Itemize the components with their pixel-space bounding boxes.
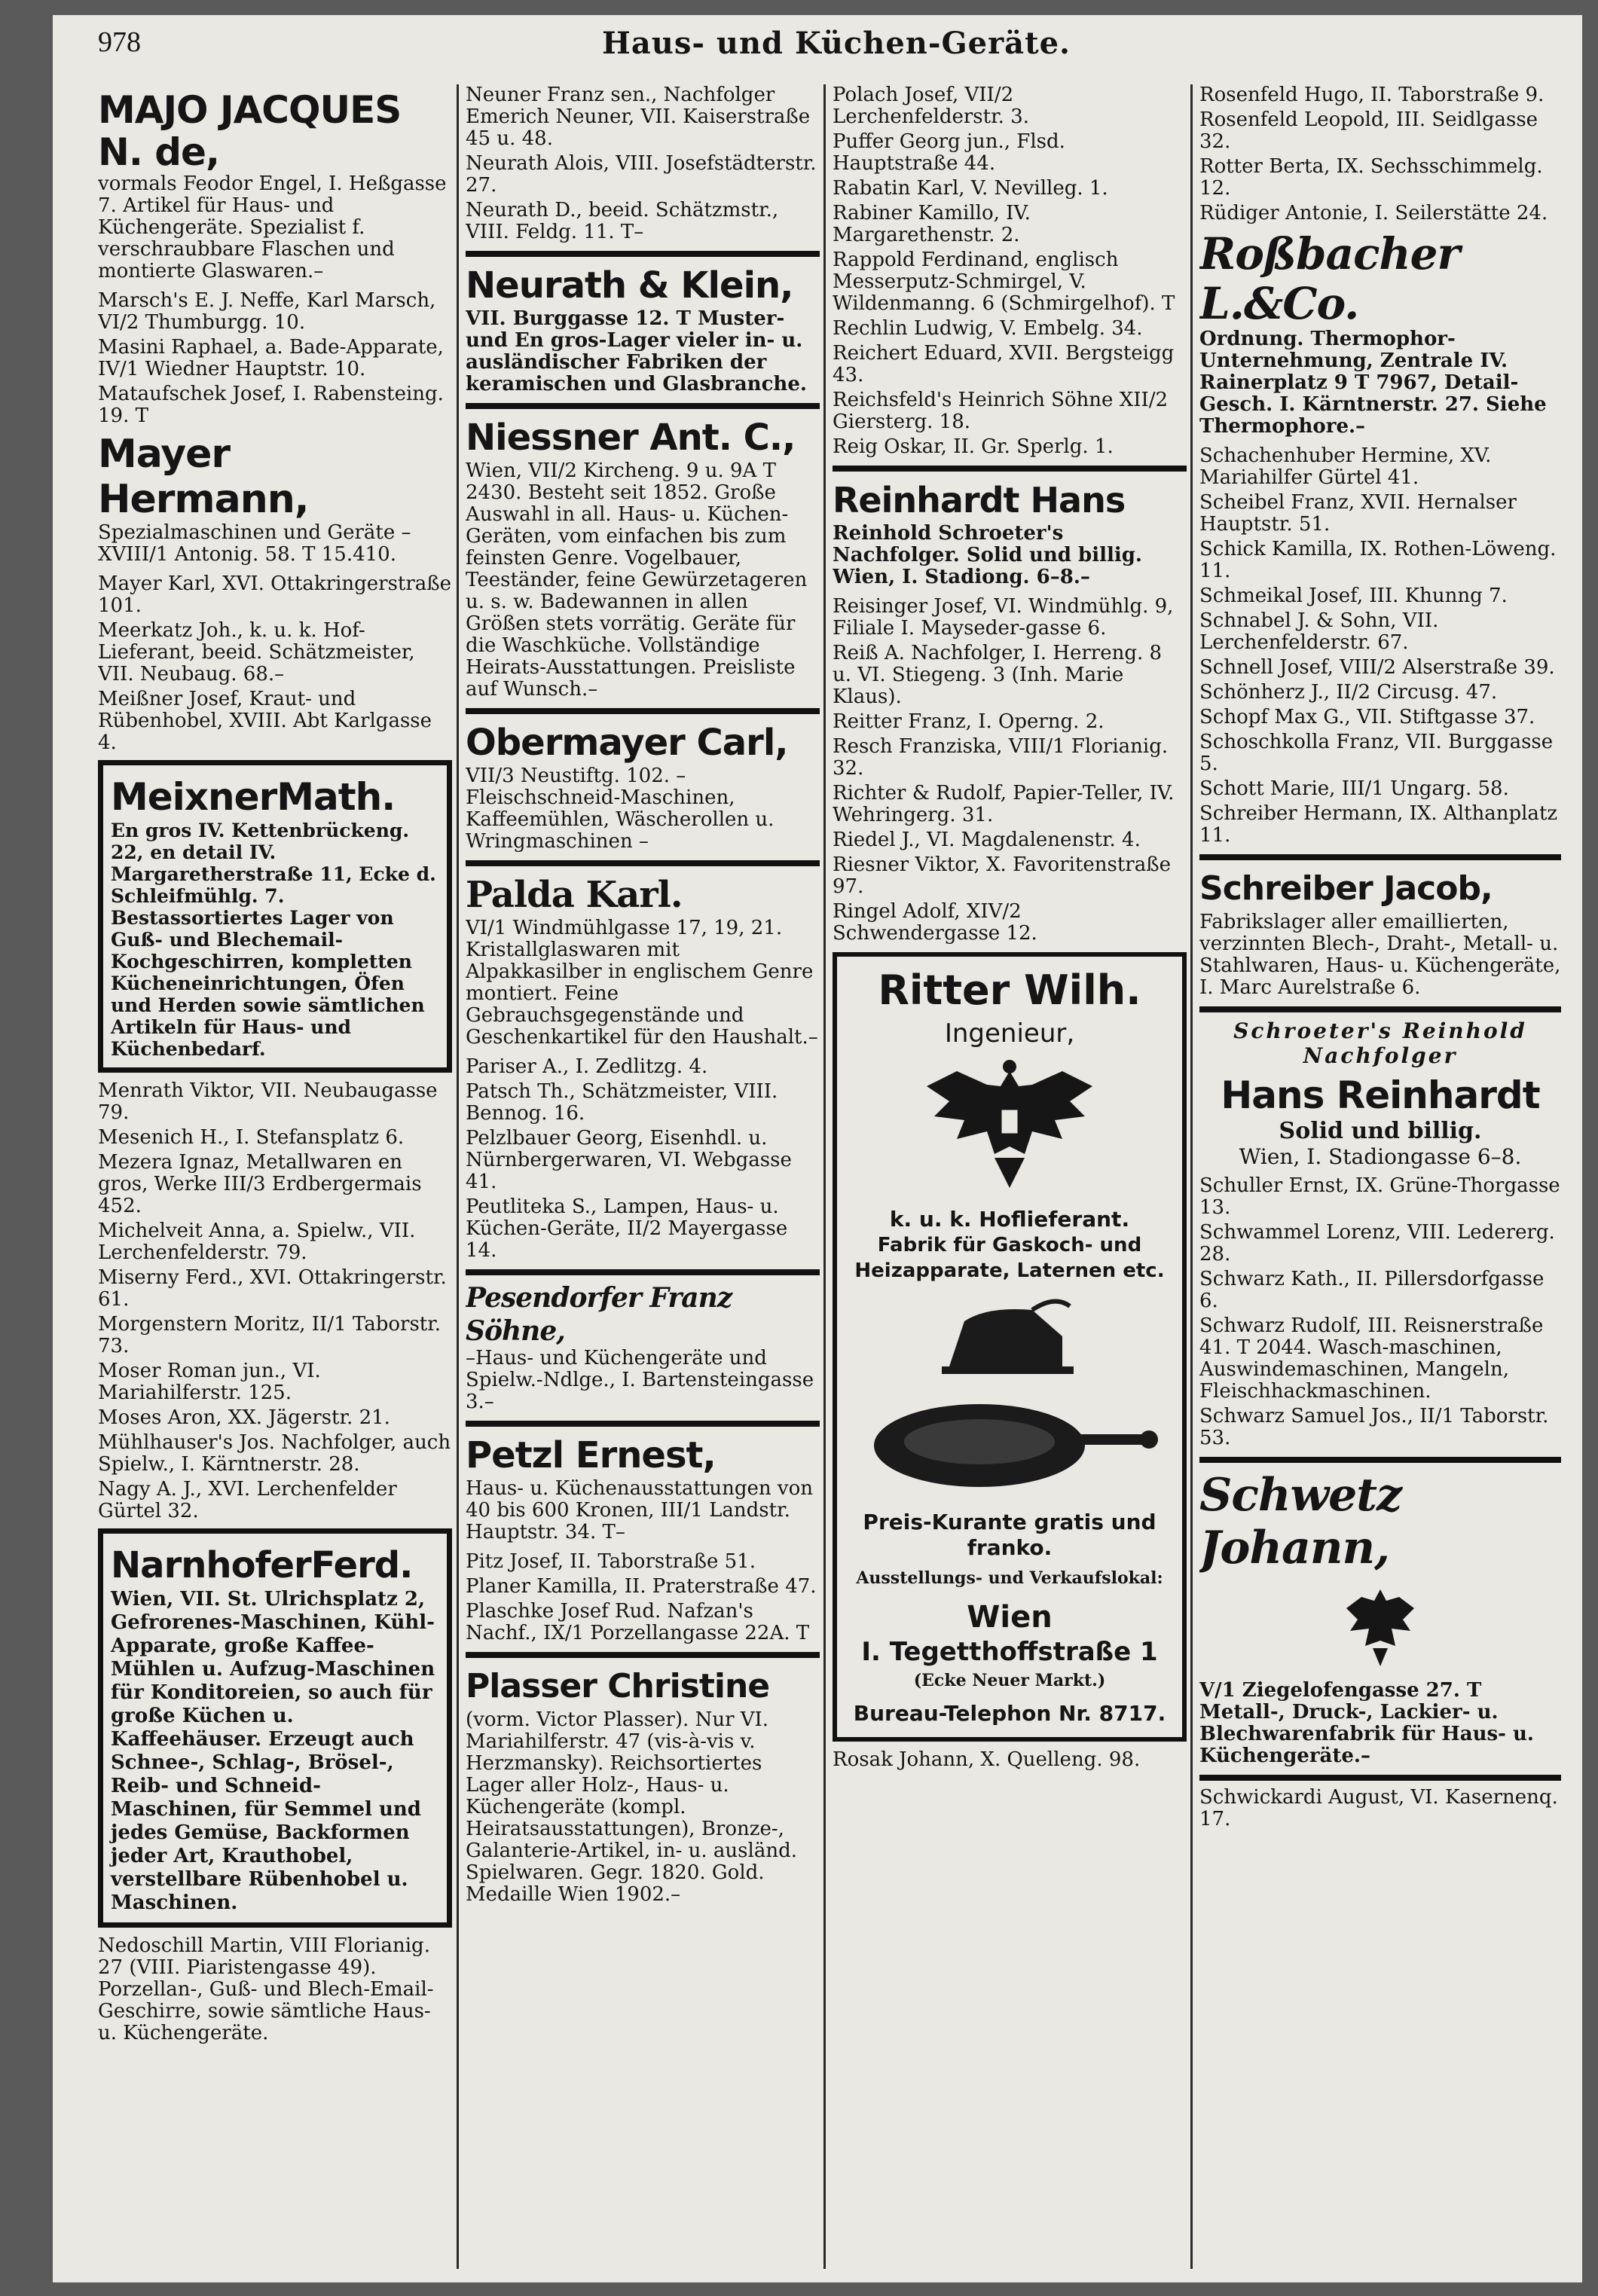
- entry: Pariser A., I. Zedlitzg. 4.: [466, 1055, 708, 1078]
- entry: Schwickardi August, VI. Kasernenq. 17.: [1199, 1786, 1558, 1830]
- listing-name: Ritter Wilh.: [878, 966, 1141, 1014]
- advert-box: [98, 1528, 452, 1928]
- listing-subtitle: Ingenieur,: [944, 1018, 1075, 1049]
- entry: Richter & Rudolf, Papier-Teller, IV. Wehringerg. 31.: [833, 782, 1175, 826]
- entry: Masini Raphael, a. Bade-Apparate, IV/1 Wiedner Hauptstr. 10.: [98, 336, 444, 380]
- entry: Schachenhuber Hermine, XV. Mariahilfer Gürtel 41.: [1199, 444, 1492, 489]
- entry: Schuller Ernst, IX. Grüne-Thorgasse 13.: [1199, 1174, 1560, 1219]
- separator: [1199, 854, 1561, 860]
- listing-name: Plasser Christine: [466, 1667, 770, 1705]
- listing-name: Petzl Ernest,: [466, 1434, 716, 1476]
- separator: [466, 1652, 820, 1658]
- entry: Puffer Georg jun., Flsd. Hauptstraße 44.: [833, 130, 1065, 175]
- listing-address: Wien, I. Stadiongasse 6–8.: [1239, 1144, 1522, 1169]
- entry: Mataufschek Josef, I. Rabensteing. 19. T: [98, 383, 444, 427]
- entry: Nagy A. J., XVI. Lerchenfelder Gürtel 32.: [98, 1478, 397, 1522]
- entry: Moses Aron, XX. Jägerstr. 21.: [98, 1406, 390, 1429]
- entry: Morgenstern Moritz, II/1 Taborstr. 73.: [98, 1313, 442, 1357]
- column-rule: [823, 84, 826, 2269]
- entry: Schmeikal Josef, III. Khunng 7.: [1199, 585, 1508, 607]
- listing-text: Ausstellungs- und Verkaufslokal:: [856, 1568, 1163, 1588]
- separator: [1199, 1006, 1561, 1012]
- separator: [466, 1421, 820, 1427]
- directory-page: [53, 15, 1582, 2282]
- entry: Schnabel J. & Sohn, VII. Lerchenfelderstr. 67.: [1199, 609, 1439, 654]
- entry: Schick Kamilla, IX. Rothen-Löweng. 11.: [1199, 538, 1557, 582]
- entry: Meerkatz Joh., k. u. k. Hof-Lieferant, beeid. Schätzmeister, VII. Neubaug. 68.–: [98, 619, 415, 685]
- listing-text: vormals Feodor Engel, I. Heßgasse 7. Artikel für Haus- und Küchengeräte. Spezialist f. verschraubbare Flaschen und montierte Glaswaren.–: [98, 173, 447, 282]
- column-2: [466, 84, 820, 2273]
- entry: Menrath Viktor, VII. Neubaugasse 79.: [98, 1079, 438, 1124]
- entry: Scheibel Franz, XVII. Hernalser Hauptstr. 51.: [1199, 491, 1517, 536]
- entry: Schott Marie, III/1 Ungarg. 58.: [1199, 777, 1509, 800]
- column-rule: [1190, 84, 1193, 2269]
- listing-text: –Haus- und Küchengeräte und Spielw.-Ndlge., I. Bartensteingasse 3.–: [466, 1347, 814, 1413]
- listing-subtitle: Schroeter's Reinhold Nachfolger: [1233, 1018, 1527, 1068]
- listing-name: Pesendorfer Franz Söhne,: [466, 1282, 732, 1347]
- listing-name: Neurath & Klein,: [466, 264, 793, 307]
- entry: Reiß A. Nachfolger, I. Herreng. 8 u. VI. Stiegeng. 3 (Inh. Marie Klaus).: [833, 642, 1163, 708]
- entry: Mayer Karl, XVI. Ottakringerstraße 101.: [98, 572, 452, 617]
- entry: Rabiner Kamillo, IV. Margarethenstr. 2.: [833, 202, 1031, 246]
- listing-text: (vorm. Victor Plasser). Nur VI. Mariahilferstr. 47 (vis-à-vis v. Herzmansky). Reichsortiertes Lager aller Holz-, Haus- u. Küchengeräte (kompl. Heiratsausstattungen), Bronze-, Galanterie-Artikel, in- u. ausländ. Spielwaren. Gegr. 1820. Gold. Medaille Wien 1902.–: [466, 1708, 797, 1906]
- listing-name: Obermayer Carl,: [466, 722, 788, 764]
- listing-name: MAJO JACQUES N. de,: [98, 88, 402, 174]
- entry: Rosenfeld Hugo, II. Taborstraße 9.: [1199, 84, 1545, 106]
- listing-text: k. u. k. Hoflieferant.: [889, 1207, 1130, 1232]
- listing-city: Wien: [967, 1600, 1053, 1635]
- entry: Schoschkolla Franz, VII. Burggasse 5.: [1199, 731, 1554, 775]
- listing-text: En gros IV. Kettenbrückeng. 22, en detail IV. Margaretherstraße 11, Ecke d. Schleifmühlg. 7. Bestassortiertes Lager von Guß- und Blechemail-Kochgeschirren, kompletten Kücheneinrichtungen, Öfen und Herden sowie sämtlichen Artikeln für Haus- und Küchenbedarf.: [111, 820, 436, 1060]
- entry: Schwarz Rudolf, III. Reisnerstraße 41. T 2044. Wasch-maschinen, Auswindemaschinen, Mangeln, Fleischhackmaschinen.: [1199, 1314, 1544, 1403]
- entry: Pitz Josef, II. Taborstraße 51.: [466, 1550, 756, 1573]
- advert-box: [833, 952, 1187, 1742]
- entry: Reisinger Josef, VI. Windmühlg. 9, Filiale I. Mayseder-gasse 6.: [833, 595, 1174, 640]
- running-title: Haus- und Küchen-Geräte.: [602, 26, 1071, 61]
- entry: Reig Oskar, II. Gr. Sperlg. 1.: [833, 435, 1114, 458]
- listing-text: Solid und billig.: [1279, 1118, 1482, 1144]
- entry: Patsch Th., Schätzmeister, VIII. Bennog. 16.: [466, 1080, 778, 1125]
- entry: Rüdiger Antonie, I. Seilerstätte 24.: [1199, 202, 1548, 224]
- entry: Rotter Berta, IX. Sechsschimmelg. 12.: [1199, 155, 1543, 200]
- entry: Schwarz Samuel Jos., II/1 Taborstr. 53.: [1199, 1405, 1549, 1449]
- separator: [466, 860, 820, 866]
- entry: Neurath Alois, VIII. Josefstädterstr. 27.: [466, 152, 817, 197]
- entry: Mesenich H., I. Stefansplatz 6.: [98, 1126, 405, 1149]
- eagle-emblem-icon: [912, 1056, 1108, 1199]
- entry: Mühlhauser's Jos. Nachfolger, auch Spielw., I. Kärntnerstr. 28.: [98, 1431, 451, 1476]
- separator: [466, 403, 820, 409]
- listing-name: Schwetz Johann,: [1199, 1469, 1402, 1574]
- listing-name: Hans Reinhardt: [1221, 1073, 1540, 1117]
- entry: Miserny Ferd., XVI. Ottakringerstr. 61.: [98, 1266, 447, 1311]
- listing-name: Niessner Ant. C.,: [466, 417, 796, 459]
- page-number: 978: [98, 26, 141, 58]
- entry: Rechlin Ludwig, V. Embelg. 34.: [833, 317, 1143, 340]
- listing-text: VI/1 Windmühlgasse 17, 19, 21. Kristallglaswaren mit Alpakkasilber in englischem Genre montiert. Feine Gebrauchsgegenstände und Geschenkartikel für den Haushalt.–: [466, 917, 818, 1049]
- listing-text: V/1 Ziegelofengasse 27. T Metall-, Druck-, Lackier- u. Blechwarenfabrik für Haus- u. Küchengeräte.–: [1199, 1679, 1534, 1767]
- entry: Schwammel Lorenz, VIII. Ledererg. 28.: [1199, 1221, 1555, 1266]
- separator: [466, 251, 820, 257]
- entry: Moser Roman jun., VI. Mariahilferstr. 125.: [98, 1360, 321, 1404]
- eagle-emblem-icon: [1335, 1582, 1425, 1672]
- listing-text: Reinhold Schroeter's Nachfolger. Solid und billig. Wien, I. Stadiong. 6–8.–: [833, 522, 1142, 588]
- entry: Michelveit Anna, a. Spielw., VII. Lerchenfelderstr. 79.: [98, 1220, 416, 1264]
- entry: Schopf Max G., VII. Stiftgasse 37.: [1199, 706, 1535, 728]
- listing-text: VII/3 Neustiftg. 102. –Fleischschneid-Maschinen, Kaffeemühlen, Wäscherollen u. Wringmaschinen –: [466, 765, 775, 853]
- listing-text: Preis-Kurante gratis und franko.: [863, 1510, 1156, 1560]
- entry: Ringel Adolf, XIV/2 Schwendergasse 12.: [833, 900, 1037, 945]
- separator: [466, 708, 820, 714]
- page-header: [98, 26, 1575, 71]
- entry: Reichert Eduard, XVII. Bergsteigg 43.: [833, 342, 1175, 386]
- listing-text: Fabrikslager aller emaillierten, verzinnten Blech-, Draht-, Metall- u. Stahlwaren, Haus- u. Küchengeräte, I. Marc Aurelstraße 6.: [1199, 911, 1561, 999]
- entry: Nedoschill Martin, VIII Florianig. 27 (VIII. Piaristengasse 49). Porzellan-, Guß- und Blech-Email-Geschirre, sowie sämtliche Haus- u. Küchengeräte.: [98, 1934, 434, 2044]
- entry: Rosak Johann, X. Quelleng. 98.: [833, 1748, 1141, 1771]
- entry: Riedel J., VI. Magdalenenstr. 4.: [833, 829, 1141, 851]
- column-3: [833, 84, 1187, 2273]
- listing-text: Spezialmaschinen und Geräte – XVIII/1 Antonig. 58. T 15.410.: [98, 521, 411, 566]
- column-4: [1199, 84, 1561, 2273]
- entry: Reitter Franz, I. Operng. 2.: [833, 710, 1105, 733]
- listing-name: NarnhoferFerd.: [111, 1544, 413, 1586]
- entry: Peutliteka S., Lampen, Haus- u. Küchen-Geräte, II/2 Mayergasse 14.: [466, 1195, 788, 1262]
- listing-text: Wien, VII. St. Ulrichsplatz 2, Gefrorenes-Maschinen, Kühl-Apparate, große Kaffee-Mühlen u. Aufzug-Maschinen für Konditoreien, so auch für große Küchen u. Kaffeehäuser. Erzeugt auch Schnee-, Schlag-, Brösel-, Reib- und Schneid-Maschinen, für Semmel und jedes Gemüse, Backformen jeder Art, Krauthobel, verstellbare Rübenhobel u. Maschinen.: [111, 1588, 435, 1914]
- entry: Rabatin Karl, V. Nevilleg. 1.: [833, 177, 1108, 200]
- entry: Plaschke Josef Rud. Nafzan's Nachf., IX/1 Porzellangasse 22A. T: [466, 1600, 810, 1644]
- entry: Neuner Franz sen., Nachfolger Emerich Neuner, VII. Kaiserstraße 45 u. 48.: [466, 84, 811, 150]
- entry: Meißner Josef, Kraut- und Rübenhobel, XVIII. Abt Karlgasse 4.: [98, 688, 432, 754]
- listing-phone: Bureau-Telephon Nr. 8717.: [853, 1701, 1166, 1726]
- entry: Neurath D., beeid. Schätzmstr., VIII. Feldg. 11. T–: [466, 199, 779, 243]
- separator: [1199, 1457, 1561, 1463]
- entry: Pelzlbauer Georg, Eisenhdl. u. Nürnbergerwaren, VI. Webgasse 41.: [466, 1127, 792, 1193]
- listing-name: Reinhardt Hans: [833, 480, 1126, 521]
- listing-address: I. Tegetthoffstraße 1: [861, 1637, 1158, 1667]
- entry: Schreiber Hermann, IX. Althanplatz 11.: [1199, 802, 1558, 847]
- separator: [833, 466, 1187, 472]
- entry: Planer Kamilla, II. Praterstraße 47.: [466, 1575, 817, 1598]
- listing-name: Schreiber Jacob,: [1199, 869, 1493, 908]
- column-rule: [457, 84, 459, 2269]
- listing-text: Fabrik für Gaskoch- und Heizapparate, Laternen etc.: [854, 1234, 1165, 1282]
- iron-stove-icon: [927, 1291, 1092, 1382]
- listing-name: Mayer Hermann,: [98, 432, 309, 522]
- column-1: [98, 84, 452, 2273]
- entry: Schönherz J., II/2 Circusg. 47.: [1199, 681, 1498, 704]
- entry: Rosenfeld Leopold, III. Seidlgasse 32.: [1199, 108, 1538, 153]
- listing-name: Palda Karl.: [466, 874, 683, 916]
- listing-text: (Ecke Neuer Markt.): [913, 1671, 1106, 1690]
- entry: Schwarz Kath., II. Pillersdorfgasse 6.: [1199, 1268, 1545, 1312]
- entry: Riesner Viktor, X. Favoritenstraße 97.: [833, 853, 1171, 898]
- entry: Schnell Josef, VIII/2 Alserstraße 39.: [1199, 656, 1555, 679]
- entry: Mezera Ignaz, Metallwaren en gros, Werke III/3 Erdbergermais 452.: [98, 1151, 422, 1217]
- entry: Rappold Ferdinand, englisch Messerputz-Schmirgel, V. Wildenmanng. 6 (Schmirgelhof). T: [833, 249, 1175, 315]
- separator: [466, 1269, 820, 1275]
- listing-text: VII. Burggasse 12. T Muster- und En gros-Lager vieler in- u. ausländischer Fabriken der keramischen und Glasbranche.: [466, 307, 807, 395]
- listing-text: Ordnung. Thermophor-Unternehmung, Zentrale IV. Rainerplatz 9 T 7967, Detail-Gesch. I. Kärntnerstr. 27. Siehe Thermophore.–: [1199, 328, 1547, 438]
- gas-cooker-icon: [859, 1389, 1160, 1502]
- listing-name: Roßbacher L.&Co.: [1199, 228, 1460, 329]
- listing-text: Haus- u. Küchenausstattungen von 40 bis 600 Kronen, III/1 Landstr. Hauptstr. 34. T–: [466, 1477, 814, 1543]
- listing-name: MeixnerMath.: [111, 775, 396, 819]
- advert-box: [98, 760, 452, 1073]
- separator: [1199, 1775, 1561, 1781]
- entry: Polach Josef, VII/2 Lerchenfelderstr. 3.: [833, 84, 1030, 128]
- entry: Marsch's E. J. Neffe, Karl Marsch, VI/2 Thumburgg. 10.: [98, 289, 436, 334]
- entry: Resch Franziska, VIII/1 Florianig. 32.: [833, 735, 1169, 780]
- listing-text: Wien, VII/2 Kircheng. 9 u. 9A T 2430. Besteht seit 1852. Große Auswahl in all. Haus- u. Küchen-Geräten, vom einfachen bis zum feinsten Genre. Vogelbauer, Teeständer, feine Gewürzetageren u. s. w. Badewannen in allen Größen stets vorrätig. Geräte für die Waschküche. Vollständige Heirats-Ausstattungen. Preisliste auf Wunsch.–: [466, 460, 808, 701]
- entry: Reichsfeld's Heinrich Söhne XII/2 Giersterg. 18.: [833, 389, 1169, 433]
